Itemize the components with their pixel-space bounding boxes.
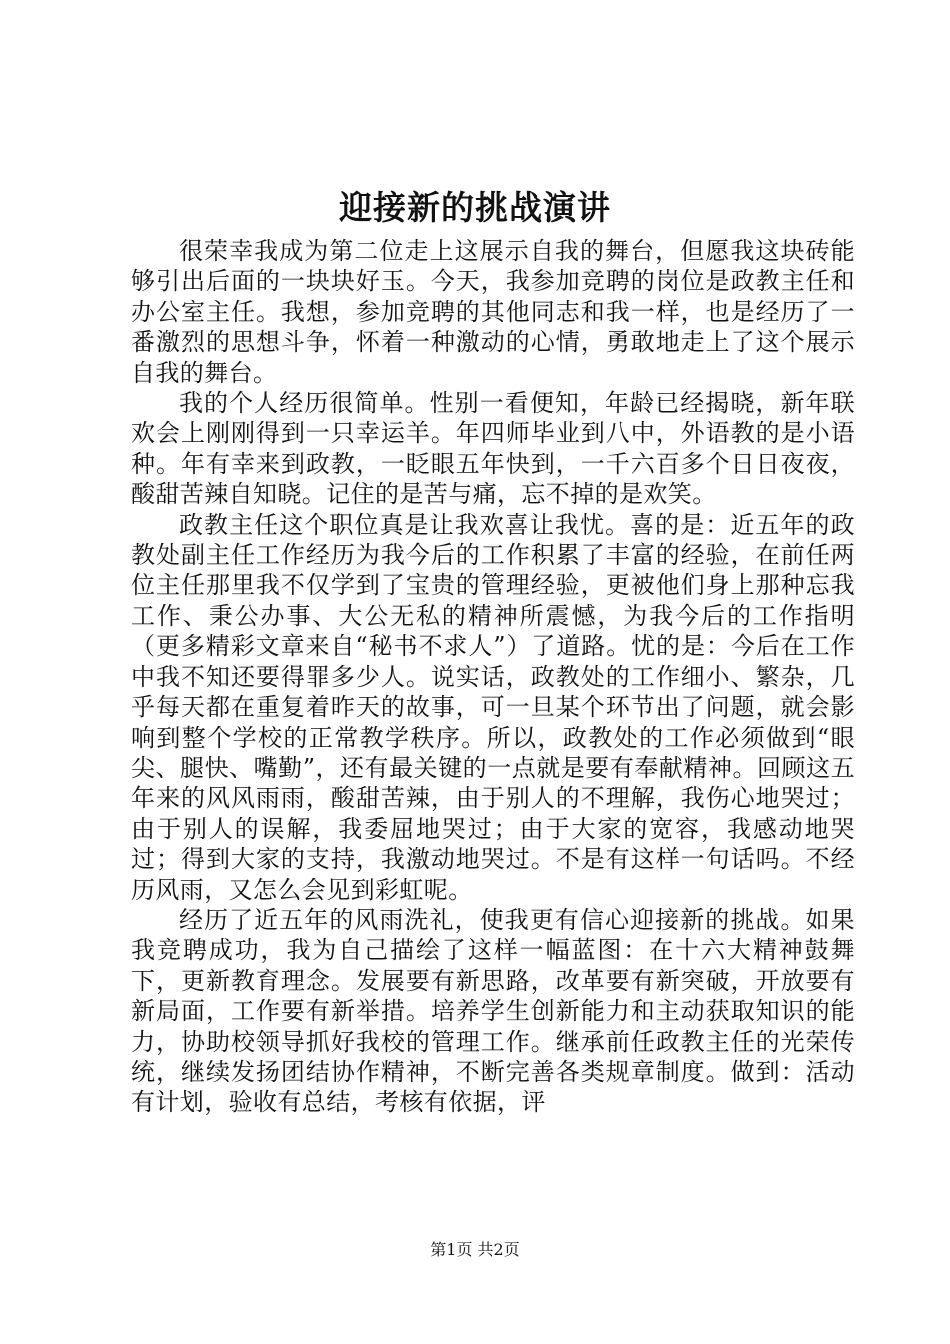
paragraph-3: 政教主任这个职位真是让我欢喜让我忧。喜的是：近五年的政教处副主任工作经历为我今后的工作积累了丰富的经验，在前任两位主任那里我不仅学到了宝贵的管理经验，更被他们身上那种忘我工作、秉公办事、大公无私的精神所震憾，为我今后的工作指明（更多精彩文章来自“秘书不求人”）了道路。忧的是：今后在工作中我不知还要得罪多少人。说实话，政教处的工作细小、繁杂，几乎每天都在重复着昨天的故事，可一旦某个环节出了问题，就会影响到整个学校的正常教学秩序。所以，政教处的工作必须做到“眼尖、腿快、嘴勤”，还有最关键的一点就是要有奉献精神。回顾这五年来的风风雨雨，酸甜苦辣，由于别人的不理解，我伤心地哭过；由于别人的误解，我委屈地哭过；由于大家的宽容，我感动地哭过；得到大家的支持，我激动地哭过。不是有这样一句话吗。不经历风雨，又怎么会见到彩虹呢。 (131, 510, 855, 904)
document-body (131, 236, 855, 1118)
paragraph-1: 很荣幸我成为第二位走上这展示自我的舞台，但愿我这块砖能够引出后面的一块块好玉。今天，我参加竞聘的岗位是政教主任和办公室主任。我想，参加竞聘的其他同志和我一样，也是经历了一番激烈的思想斗争，怀着一种激动的心情，勇敢地走上了这个展示自我的舞台。 (131, 237, 855, 387)
page-number-footer: 第1页 共2页 (430, 1240, 520, 1259)
paragraph-4: 经历了近五年的风雨洗礼，使我更有信心迎接新的挑战。如果我竞聘成功，我为自己描绘了这样一幅蓝图：在十六大精神鼓舞下，更新教育理念。发展要有新思路，改革要有新突破，开放要有新局面，工作要有新举措。培养学生创新能力和主动获取知识的能力，协助校领导抓好我校的管理工作。继承前任政教主任的光荣传统，继续发扬团结协作精神，不断完善各类规章制度。做到：活动有计划，验收有总结，考核有依据，评 (131, 905, 855, 1117)
document-title: 迎接新的挑战演讲 (339, 188, 611, 227)
paragraph-2: 我的个人经历很简单。性别一看便知，年龄已经揭晓，新年联欢会上刚刚得到一只幸运羊。年四师毕业到八中，外语教的是小语种。年有幸来到政教，一眨眼五年快到，一千六百多个日日夜夜，酸甜苦辣自知晓。记住的是苦与痛，忘不掉的是欢笑。 (131, 389, 855, 509)
